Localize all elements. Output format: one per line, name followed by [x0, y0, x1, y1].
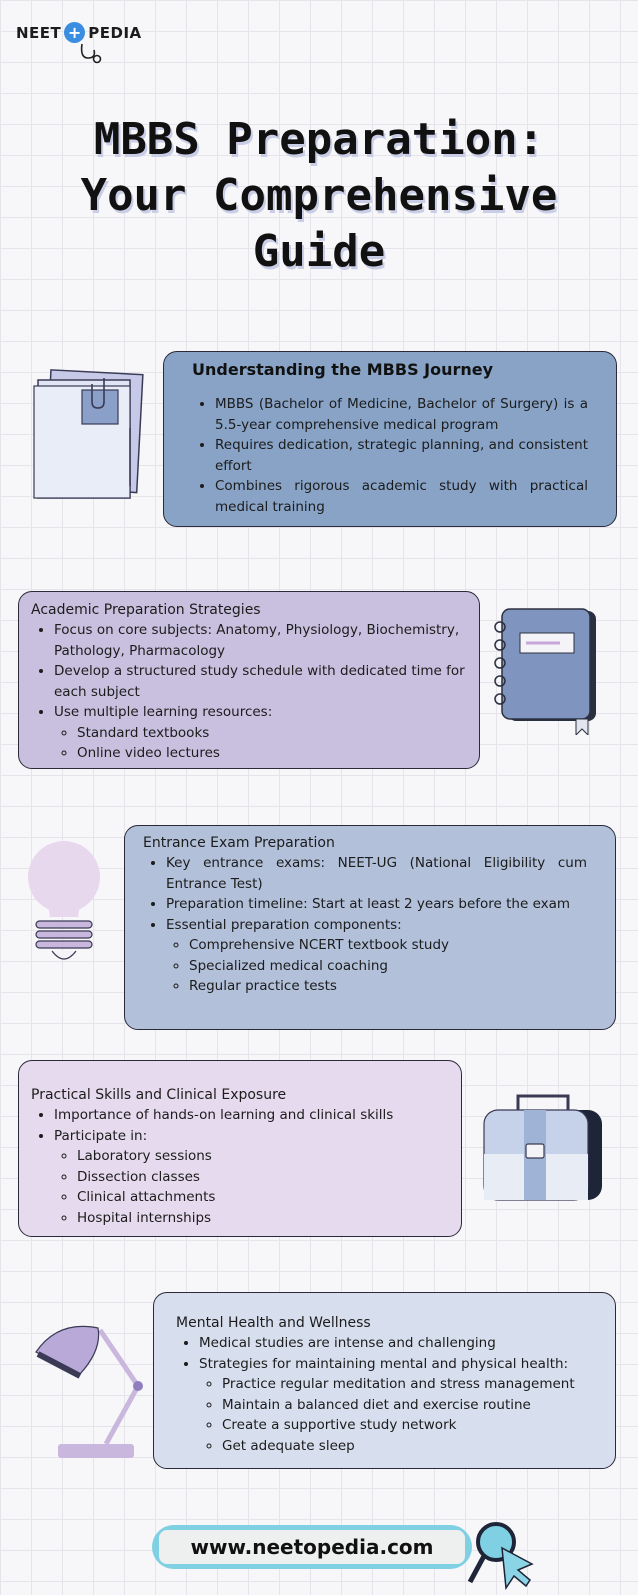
list-item: • Strategies for maintaining mental and physical health: ◦ Practice regular meditation and stress management ◦ Maintain a balanced diet and exercise routine ◦ Create a supportive study network ◦ Get adequate sleep [199, 1354, 587, 1457]
website-url-bar[interactable] [152, 1525, 472, 1569]
list-item: • Medical studies are intense and challenging [199, 1333, 587, 1354]
medical-bag-icon [480, 1092, 610, 1204]
list-item: • Essential preparation components: ◦ Comprehensive NCERT textbook study ◦ Specialized medical coaching ◦ Regular practice tests [166, 915, 587, 997]
list-item: • Combines rigorous academic study with practical medical training [215, 476, 588, 517]
sub-list-item: ◦ Create a supportive study network [222, 1415, 587, 1436]
notebook-icon [490, 605, 610, 735]
list-item: • Develop a structured study schedule with dedicated time for each subject [54, 661, 465, 702]
lightbulb-icon [22, 835, 112, 970]
list-item: • Preparation timeline: Start at least 2 years before the exam [166, 894, 587, 915]
sub-list-item: ◦ Dissection classes [77, 1167, 447, 1188]
section-mental-health [153, 1292, 616, 1469]
logo-text-left: NEET [16, 23, 62, 42]
section-heading: Academic Preparation Strategies [31, 602, 261, 618]
sub-list-item: ◦ Online video lectures [77, 743, 465, 764]
brand-logo[interactable] [16, 22, 142, 43]
list-item: • Key entrance exams: NEET-UG (National Eligibility cum Entrance Test) [166, 853, 587, 894]
list-item: • Use multiple learning resources: ◦ Standard textbooks ◦ Online video lectures [54, 702, 465, 764]
list-item: • Focus on core subjects: Anatomy, Physiology, Biochemistry, Pathology, Pharmacology [54, 620, 465, 661]
section-heading: Entrance Exam Preparation [143, 835, 335, 851]
sub-list-item: ◦ Laboratory sessions [77, 1146, 447, 1167]
sub-list-item: ◦ Specialized medical coaching [189, 956, 587, 977]
section-heading: Mental Health and Wellness [176, 1315, 371, 1331]
sub-list-item: ◦ Standard textbooks [77, 723, 465, 744]
section-entrance-exam [124, 825, 616, 1030]
logo-plus-icon: + [64, 22, 85, 43]
list-item: • MBBS (Bachelor of Medicine, Bachelor of Surgery) is a 5.5-year comprehensive medical program [215, 394, 588, 435]
list-item: • Importance of hands-on learning and clinical skills [54, 1105, 447, 1126]
section-practical-skills [18, 1060, 462, 1237]
page-title: MBBS Preparation: Your Comprehensive Guide [80, 114, 558, 277]
sub-list-item: ◦ Comprehensive NCERT textbook study [189, 935, 587, 956]
sub-list-item: ◦ Clinical attachments [77, 1187, 447, 1208]
logo-text-right: PEDIA [88, 23, 142, 42]
section-heading: Understanding the MBBS Journey [192, 360, 494, 379]
section-academic-strategies [18, 591, 480, 769]
website-url[interactable]: www.neetopedia.com [159, 1530, 465, 1564]
list-item: • Participate in: ◦ Laboratory sessions ◦ Dissection classes ◦ Clinical attachments ◦ Hospital internships [54, 1126, 447, 1229]
search-cursor-icon [466, 1518, 538, 1590]
sub-list-item: ◦ Practice regular meditation and stress management [222, 1374, 587, 1395]
sub-list-item: ◦ Get adequate sleep [222, 1436, 587, 1457]
folder-icon [30, 368, 145, 503]
sub-list-item: ◦ Regular practice tests [189, 976, 587, 997]
sub-list-item: ◦ Hospital internships [77, 1208, 447, 1229]
desk-lamp-icon [28, 1320, 148, 1470]
section-understanding-journey [163, 351, 617, 527]
list-item: • Requires dedication, strategic planning, and consistent effort [215, 435, 588, 476]
sub-list-item: ◦ Maintain a balanced diet and exercise routine [222, 1395, 587, 1416]
stethoscope-icon [72, 42, 108, 66]
section-heading: Practical Skills and Clinical Exposure [31, 1087, 287, 1103]
